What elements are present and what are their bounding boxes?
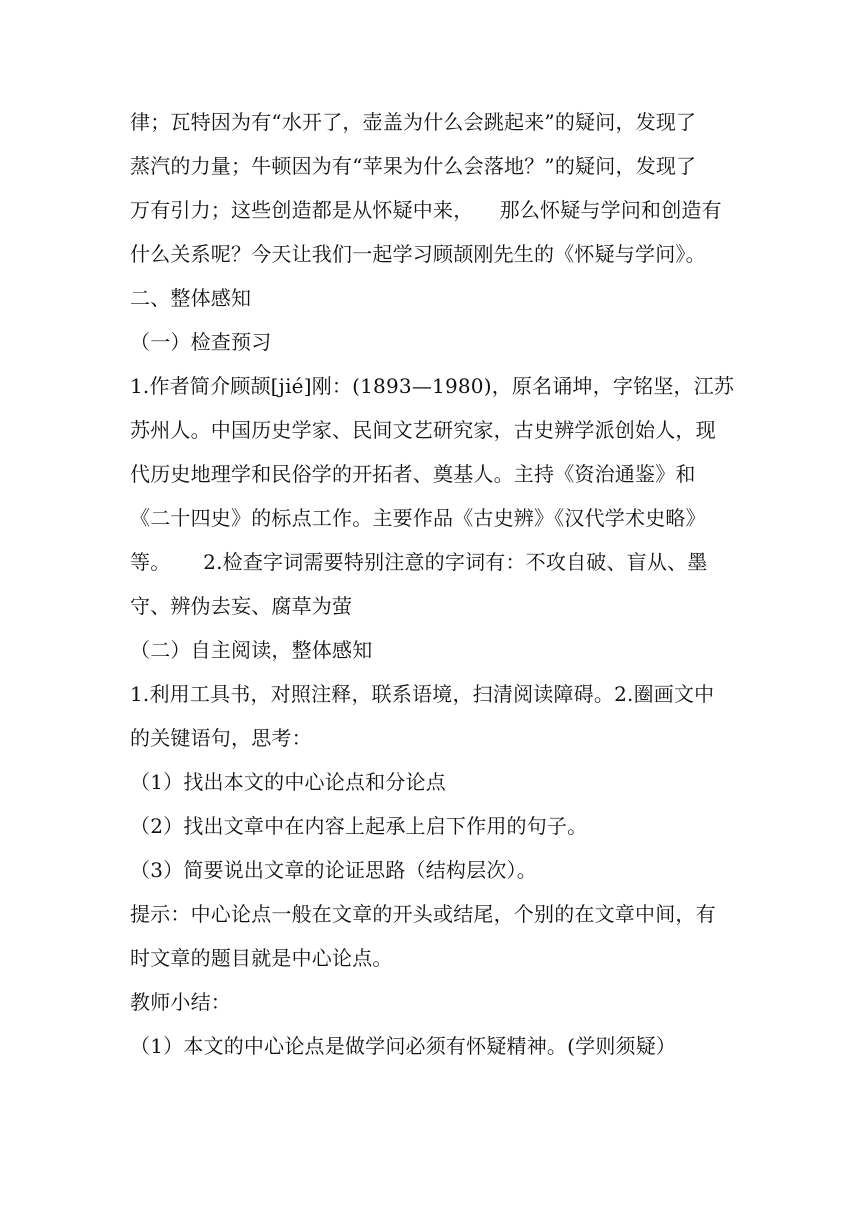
text-line: 蒸汽的力量；牛顿因为有“苹果为什么会落地？”的疑问，发现了 [130,154,697,178]
text-line: 1.作者简介顾颉[jié]刚：(1893—1980)，原名诵坤，字铭坚，江苏 [130,374,735,398]
text-line: 代历史地理学和民俗学的开拓者、奠基人。主持《资治通鉴》和 [130,462,696,486]
text-line: 守、辨伪去妄、腐草为萤 [130,594,353,618]
text-line: 的关键语句，思考： [130,726,312,750]
subsection-heading: （二）自主阅读，整体感知 [130,638,373,662]
text-line: 等。 2.检查字词需要特别注意的字词有：不攻自破、盲从、墨 [130,550,708,574]
text-line: 什么关系呢？今天让我们一起学习顾颉刚先生的《怀疑与学问》。 [130,242,706,266]
list-item: （2）找出文章中在内容上起承上启下作用的句子。 [130,814,588,838]
text-line: 万有引力；这些创造都是从怀疑中来， 那么怀疑与学问和创造有 [130,198,722,222]
text-line: 教师小结： [130,990,231,1014]
text-line: 律；瓦特因为有“水开了，壶盖为什么会跳起来”的疑问，发现了 [130,110,697,134]
subsection-heading: （一）检查预习 [130,330,272,354]
section-heading: 二、整体感知 [130,286,252,310]
text-line: 苏州人。中国历史学家、民间文艺研究家，古史辨学派创始人，现 [130,418,716,442]
document-page [130,108,735,1076]
text-line: 提示：中心论点一般在文章的开头或结尾，个别的在文章中间，有 [130,902,716,926]
list-item: （1）本文的中心论点是做学问必须有怀疑精神。(学则须疑） [130,1034,677,1058]
text-line: 时文章的题目就是中心论点。 [130,946,393,970]
list-item: （3）简要说出文章的论证思路（结构层次）。 [130,858,537,882]
text-line: 《二十四史》的标点工作。主要作品《古史辨》《汉代学术史略》 [130,506,706,530]
list-item: （1）找出本文的中心论点和分论点 [130,770,446,794]
text-line: 1.利用工具书，对照注释，联系语境，扫清阅读障碍。2.圈画文中 [130,682,715,706]
